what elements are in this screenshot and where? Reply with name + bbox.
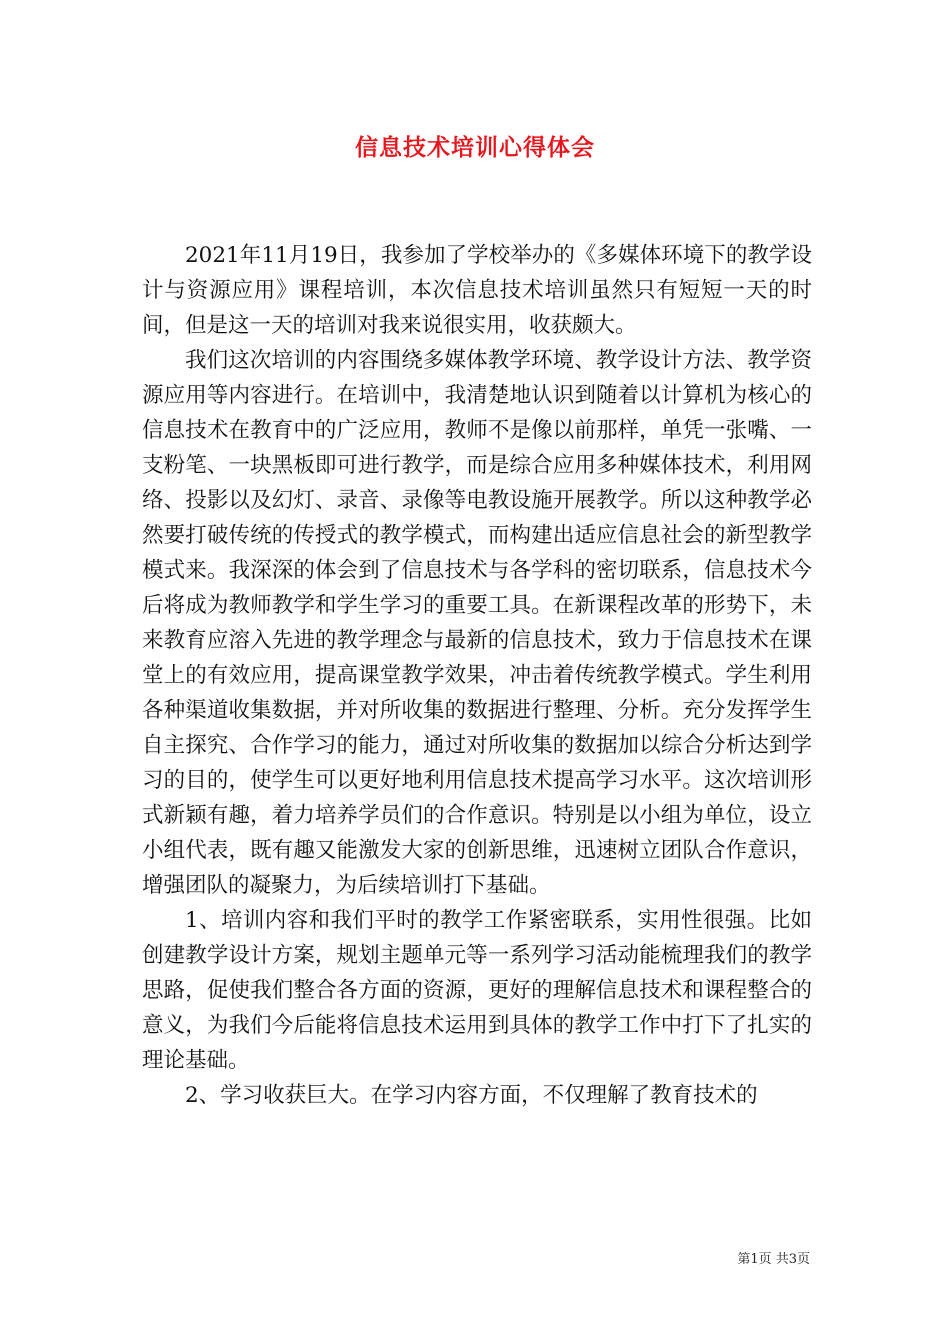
paragraph-point-1: 1、培训内容和我们平时的教学工作紧密联系，实用性很强。比如创建教学设计方案，规划主题单元等一系列学习活动能梳理我们的教学思路，促使我们整合各方面的资源，更好的理解信息技术和课程整合的意义，为我们今后能将信息技术运用到具体的教学工作中打下了扎实的理论基础。 <box>142 908 812 1073</box>
paragraph-training-content: 我们这次培训的内容围绕多媒体教学环境、教学设计方法、教学资源应用等内容进行。在培训中，我清楚地认识到随着以计算机为核心的信息技术在教育中的广泛应用，教师不是像以前那样，单凭一张嘴、一支粉笔、一块黑板即可进行教学，而是综合应用多种媒体技术，利用网络、投影以及幻灯、录音、录像等电教设施开展教学。所以这种教学必然要打破传统的传授式的教学模式，而构建出适应信息社会的新型教学模式来。我深深的体会到了信息技术与各学科的密切联系，信息技术今后将成为教师教学和学生学习的重要工具。在新课程改革的形势下，未来教育应溶入先进的教学理念与最新的信息技术，致力于信息技术在课堂上的有效应用，提高课堂教学效果，冲击着传统教学模式。学生利用各种渠道收集数据，并对所收集的数据进行整理、分析。充分发挥学生自主探究、合作学习的能力，通过对所收集的数据加以综合分析达到学习的目的，使学生可以更好地利用信息技术提高学习水平。这次培训形式新颖有趣，着力培养学员们的合作意识。特别是以小组为单位，设立小组代表，既有趣又能激发大家的创新思维，迅速树立团队合作意识，增强团队的凝聚力，为后续培训打下基础。 <box>142 348 812 898</box>
paragraph-intro: 2021年11月19日，我参加了学校举办的《多媒体环境下的教学设计与资源应用》课程培训，本次信息技术培训虽然只有短短一天的时间，但是这一天的培训对我来说很实用，收获颇大。 <box>142 243 812 338</box>
document-body <box>142 238 812 1113</box>
paragraph-point-2: 2、学习收获巨大。在学习内容方面，不仅理解了教育技术的 <box>185 1083 758 1108</box>
page-number-footer: 第1页 共3页 <box>737 1252 810 1267</box>
document-title: 信息技术培训心得体会 <box>355 134 595 161</box>
